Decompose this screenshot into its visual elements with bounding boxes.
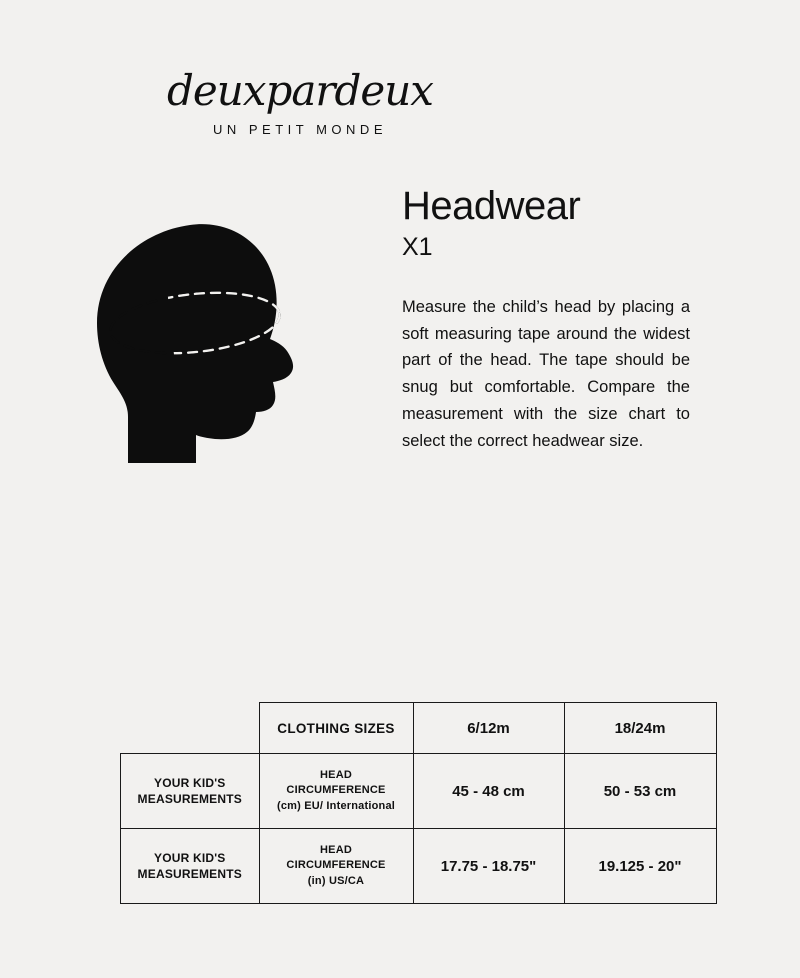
value-in-18-24m: 19.125 - 20": [564, 829, 716, 904]
metric-line-2: CIRCUMFERENCE: [286, 859, 386, 872]
row-label-line1: YOUR KID'S MEASUREMENTS: [137, 775, 242, 806]
size-header-2: 18/24m: [564, 703, 716, 754]
brand-tagline: UN PETIT MONDE: [213, 122, 387, 137]
value-in-6-12m: 17.75 - 18.75": [413, 829, 564, 904]
row-label-in: [121, 829, 260, 904]
page-title: Headwear: [402, 184, 581, 228]
value-cm-6-12m: 45 - 48 cm: [413, 754, 564, 829]
child-head-profile-icon: [95, 205, 385, 495]
row-metric-in: [259, 829, 413, 904]
measuring-instructions: Measure the child’s head by placing a soft measuring tape around the widest part of the head. The tape should be snug but comfortable. Compare the measurement with the size chart to select the correct headwear size.: [402, 298, 690, 450]
size-header-1: 6/12m: [413, 703, 564, 754]
table-row: [121, 754, 717, 829]
metric-line-1: HEAD: [320, 768, 352, 781]
metric-line-1: HEAD: [320, 843, 352, 856]
size-chart-table: [120, 702, 717, 904]
metric-line-3: (in) US/CA: [307, 874, 365, 887]
brand-logo: [140, 66, 460, 137]
clothing-sizes-header: CLOTHING SIZES: [259, 703, 413, 754]
brand-wordmark: deuxpardeux: [167, 66, 433, 115]
product-subtitle: X1: [402, 233, 433, 261]
metric-line-3: (cm) EU/ International: [276, 799, 396, 812]
value-cm-18-24m: 50 - 53 cm: [564, 754, 716, 829]
table-header-row: [121, 703, 717, 754]
table-row: [121, 829, 717, 904]
size-chart: [120, 702, 680, 904]
table-corner-cell: [121, 703, 260, 754]
metric-line-2: CIRCUMFERENCE: [286, 784, 386, 797]
row-label-cm: [121, 754, 260, 829]
product-info: [402, 185, 690, 471]
row-metric-cm: [259, 754, 413, 829]
row-label-line1: YOUR KID'S MEASUREMENTS: [137, 850, 242, 881]
